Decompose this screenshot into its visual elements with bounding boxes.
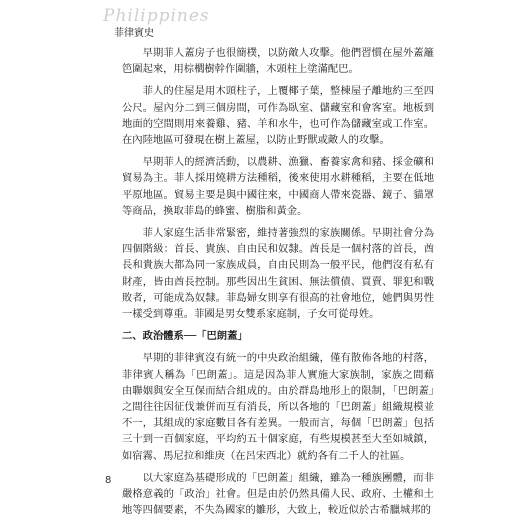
page-number: 8	[105, 475, 112, 486]
paragraph: 早期菲人蓋房子也很簡樸，以防敵人攻擊。他們習慣在屋外蓋籬笆圍起來，用棕櫚樹幹作圍牆，木頭柱上塗滿配巴。	[122, 47, 434, 76]
paragraph: 菲人家庭生活非常緊密，維持著強烈的家族關係。早期社會分為四個階級：首長、貴族、自由民和奴隸。酋長是一個村落的首長，酋長和貴族大都為同一家族成員，自由民則為一般平民，他們沒有私有財產，皆由酋長控制。那些因出生貧困、無法償債、買賣、罪犯和戰敗者，可能成為奴隸。菲島婦女則享有很高的社會地位，她們與男性一樣受到尊重。菲國是男女雙系家庭制，子女可從母姓。	[122, 227, 434, 321]
running-header: 菲律賓史	[114, 28, 154, 39]
watermark-title: Philippines	[103, 6, 210, 26]
section-heading: 二、政治體系──「巴朗蓋」	[122, 330, 248, 343]
paragraph: 早期菲人的經濟活動，以農耕、漁獵、畜養家禽和豬、採金礦和貿易為主。菲人採用燒耕方法種稻，後來使用水耕種稻，主要在低地平原地區。貿易主要是與中國往來，中國商人帶來瓷器、鏡子、貓罩等商品，換取菲島的蜂蜜、樹脂和黃金。	[122, 156, 434, 217]
page-body	[122, 45, 434, 524]
paragraph: 菲人的住屋是用木頭柱子，上覆椰子葉，整棟屋子離地約三至四公尺。屋內分二到三個房間，可作為臥室、儲藏室和會客室。地板到地面的空間則用來養雞、豬、羊和水牛，也可作為儲藏室或工作室。在內陸地區可發現在樹上蓋屋，以防止野獸或敵人的攻擊。	[122, 85, 434, 147]
paragraph: 早期的菲律賓沒有統一的中央政治組織，僅有散佈各地的村落，菲律賓人稱為「巴朗蓋」。這是因為菲人實施大家族制，家族之間藉由聯姻與安全互保而結合組成的。由於群島地形上的限制，「巴朗蓋」之間往往因征伐兼併而互有消長，所以各地的「巴朗蓋」組織規模並不一，其組成的家庭數目各有差異。一般而言，每個「巴朗蓋」包括三十到一百個家庭，平均約五十個家庭，有些規模甚至大至如城鎮，如宿霧、馬尼拉和維庚（在呂宋西北）就約各有二千人的社區。	[122, 352, 434, 462]
paragraph: 以大家庭為基礎形成的「巴朗蓋」組織，雖為一種族團體，而非嚴格意義的「政治」社會。但是由於仍然具備人民、政府、土權和土地等四個要素，不失為國家的雛形，大致上，較近似於古希臘城邦的	[122, 471, 434, 517]
